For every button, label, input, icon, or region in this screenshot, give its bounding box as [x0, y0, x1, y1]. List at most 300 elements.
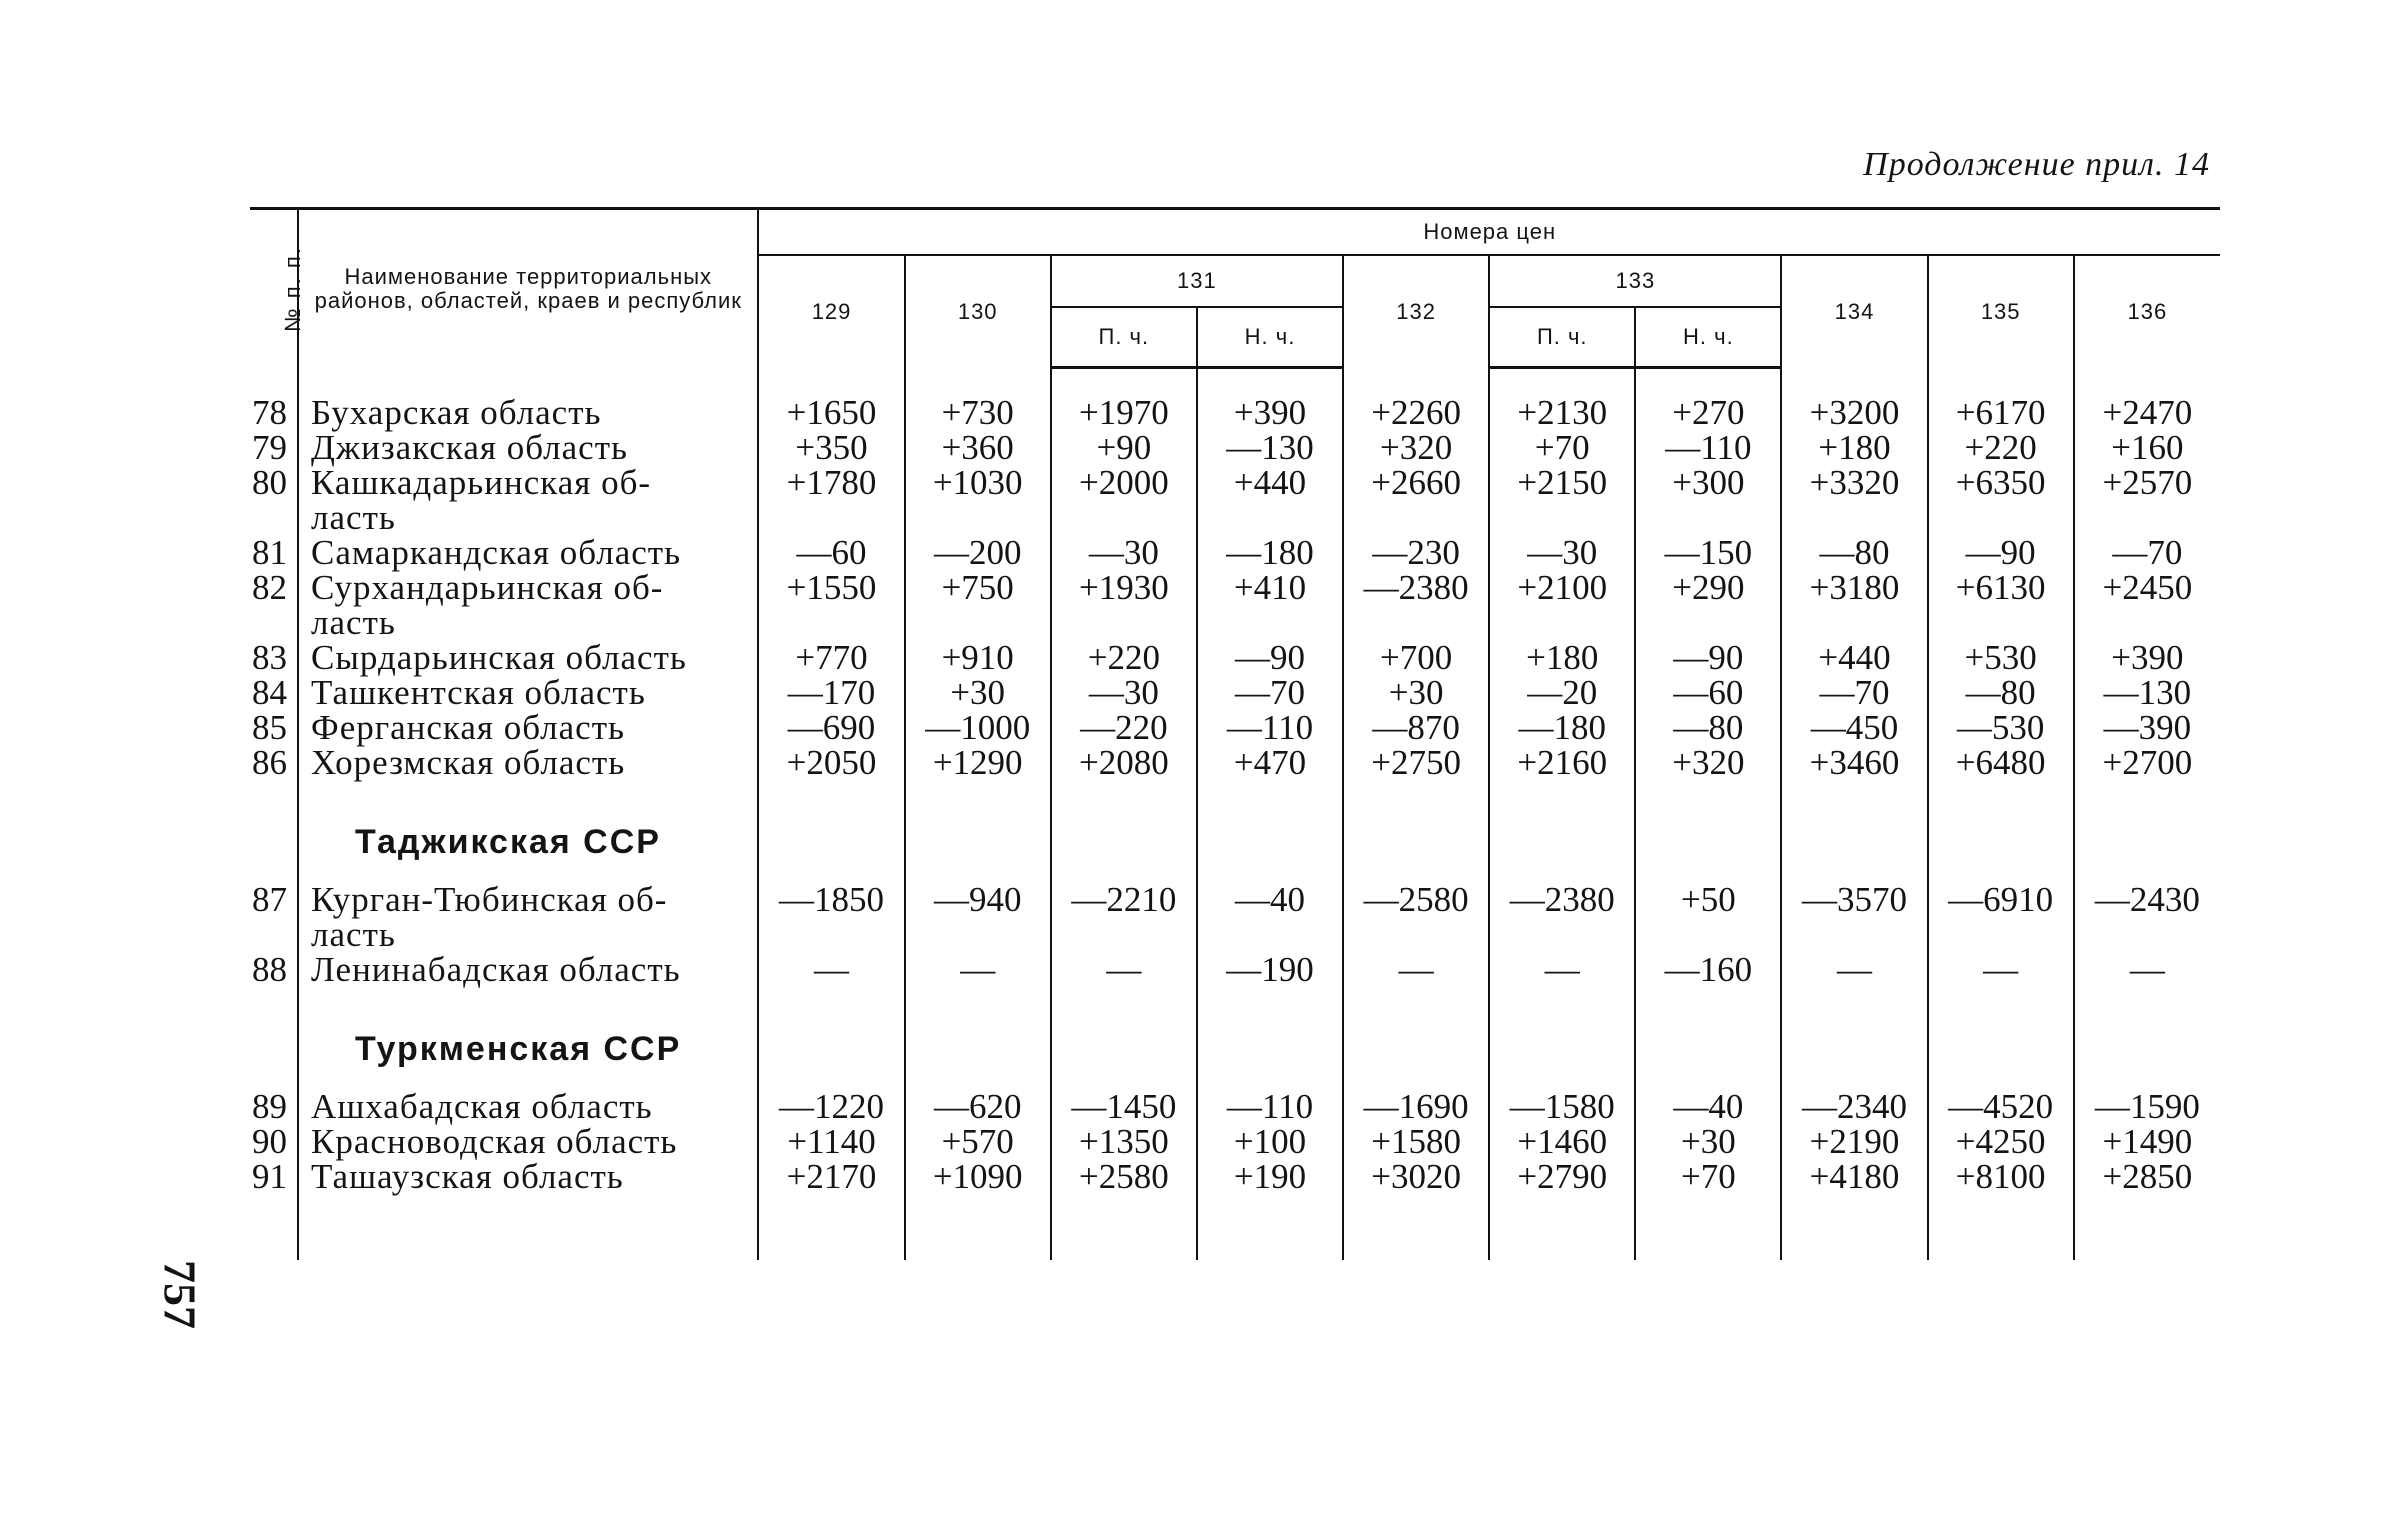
table-row [250, 882, 2220, 917]
value-cell: +1550 [758, 570, 904, 605]
value-cell: +3180 [1781, 570, 1927, 605]
value-cell: — [1781, 952, 1927, 987]
blank-cell [758, 987, 904, 1009]
value-cell: —80 [1635, 710, 1781, 745]
value-cell: +2150 [1489, 465, 1635, 500]
value-cell: +220 [1928, 430, 2074, 465]
value-cell: +6350 [1928, 465, 2074, 500]
section-gap [250, 780, 2220, 802]
blank-cell [905, 780, 1051, 802]
blank-cell [250, 605, 298, 640]
table-row [250, 465, 2220, 500]
blank-cell [2074, 500, 2220, 535]
section-title: Таджикская ССР [298, 802, 758, 882]
value-cell: —180 [1489, 710, 1635, 745]
value-cell: —90 [1635, 640, 1781, 675]
value-cell: +2170 [758, 1159, 904, 1194]
table-row [250, 710, 2220, 745]
blank-cell [1928, 987, 2074, 1009]
blank-cell [250, 1194, 298, 1260]
blank-cell [1489, 802, 1635, 882]
blank-cell [1051, 802, 1197, 882]
blank-cell [1051, 1009, 1197, 1089]
table-row [250, 675, 2220, 710]
blank-cell [1635, 368, 1781, 396]
blank-cell [1343, 917, 1489, 952]
territory-name: Кашкадарьинская об- [298, 465, 758, 500]
blank-cell [905, 987, 1051, 1009]
value-cell: —2340 [1781, 1089, 1927, 1124]
table-body [250, 368, 2220, 1261]
row-number: 87 [252, 880, 287, 919]
blank-cell [1489, 500, 1635, 535]
blank-cell [758, 605, 904, 640]
value-cell: —530 [1928, 710, 2074, 745]
territory-name: Красноводская область [298, 1124, 758, 1159]
blank-cell [1051, 605, 1197, 640]
col-header-136: 136 [2074, 255, 2220, 368]
value-cell: — [2074, 952, 2220, 987]
blank-cell [1197, 780, 1343, 802]
value-cell: — [758, 952, 904, 987]
blank-cell [905, 500, 1051, 535]
blank-cell [758, 917, 904, 952]
value-cell: +6170 [1928, 395, 2074, 430]
blank-cell [1781, 605, 1927, 640]
value-cell: +2190 [1781, 1124, 1927, 1159]
value-cell: +360 [905, 430, 1051, 465]
col-header-129: 129 [758, 255, 904, 368]
blank-cell [1051, 368, 1197, 396]
value-cell: —80 [1781, 535, 1927, 570]
value-cell: +1650 [758, 395, 904, 430]
blank-cell [758, 1194, 904, 1260]
price-numbers-header: Номера цен [758, 209, 2220, 256]
value-cell: +6480 [1928, 745, 2074, 780]
territory-name: Ферганская область [298, 710, 758, 745]
blank-cell [905, 802, 1051, 882]
value-cell: +1490 [2074, 1124, 2220, 1159]
blank-cell [250, 368, 298, 396]
blank-cell [1489, 1009, 1635, 1089]
blank-cell [1781, 368, 1927, 396]
blank-cell [1928, 802, 2074, 882]
continuation-note: Продолжение прил. 14 [1863, 146, 2210, 183]
value-cell: —30 [1051, 535, 1197, 570]
row-number: 83 [252, 638, 287, 677]
blank-cell [1343, 1009, 1489, 1089]
territory-name: Курган-Тюбинская об- [298, 882, 758, 917]
territory-name: Самаркандская область [298, 535, 758, 570]
value-cell: +2750 [1343, 745, 1489, 780]
value-cell: — [1928, 952, 2074, 987]
col-header-131: 131 [1051, 255, 1343, 307]
blank-cell [1928, 1194, 2074, 1260]
value-cell: +2450 [2074, 570, 2220, 605]
blank-cell [1781, 1009, 1927, 1089]
value-cell: —160 [1635, 952, 1781, 987]
value-cell: +300 [1635, 465, 1781, 500]
value-cell: —130 [1197, 430, 1343, 465]
blank-cell [1928, 500, 2074, 535]
blank-cell [1489, 987, 1635, 1009]
value-cell: +2160 [1489, 745, 1635, 780]
value-cell: +70 [1635, 1159, 1781, 1194]
table-header [250, 209, 2220, 368]
value-cell: +3020 [1343, 1159, 1489, 1194]
blank-cell [1343, 780, 1489, 802]
value-cell: —2380 [1343, 570, 1489, 605]
blank-cell [1197, 987, 1343, 1009]
row-number: 80 [252, 463, 287, 502]
value-cell: +2660 [1343, 465, 1489, 500]
blank-cell [1489, 605, 1635, 640]
blank-cell [1635, 1009, 1781, 1089]
value-cell: —60 [1635, 675, 1781, 710]
col-header-133-pch: П. ч. [1489, 307, 1635, 368]
value-cell: —230 [1343, 535, 1489, 570]
blank-cell [1051, 780, 1197, 802]
value-cell: +4180 [1781, 1159, 1927, 1194]
value-cell: —1590 [2074, 1089, 2220, 1124]
blank-cell [1928, 917, 2074, 952]
value-cell: +220 [1051, 640, 1197, 675]
territory-name: Ташаузская область [298, 1159, 758, 1194]
territory-name-header: Наименование территориальных районов, областей, краев и республик [298, 209, 758, 368]
value-cell: —20 [1489, 675, 1635, 710]
blank-cell [1781, 917, 1927, 952]
blank-cell [250, 917, 298, 952]
table-row [250, 745, 2220, 780]
value-cell: +180 [1781, 430, 1927, 465]
blank-cell [2074, 987, 2220, 1009]
row-number: 81 [252, 533, 287, 572]
blank-cell [1197, 1194, 1343, 1260]
value-cell: +1290 [905, 745, 1051, 780]
territory-name: Сырдарьинская область [298, 640, 758, 675]
value-cell: +6130 [1928, 570, 2074, 605]
value-cell: —2580 [1343, 882, 1489, 917]
table-row [250, 640, 2220, 675]
value-cell: +70 [1489, 430, 1635, 465]
territory-name: Сурхандарьинская об- [298, 570, 758, 605]
value-cell: —70 [1197, 675, 1343, 710]
value-cell: —620 [905, 1089, 1051, 1124]
value-cell: +8100 [1928, 1159, 2074, 1194]
value-cell: +1350 [1051, 1124, 1197, 1159]
blank-cell [1635, 500, 1781, 535]
blank-cell [2074, 802, 2220, 882]
value-cell: —6910 [1928, 882, 2074, 917]
blank-cell [1051, 987, 1197, 1009]
blank-cell [1635, 802, 1781, 882]
blank-cell [758, 368, 904, 396]
blank-cell [1928, 1009, 2074, 1089]
table-row-continuation [250, 605, 2220, 640]
blank-cell [2074, 368, 2220, 396]
blank-cell [905, 605, 1051, 640]
blank-cell [1051, 917, 1197, 952]
blank-cell [1197, 1009, 1343, 1089]
blank-cell [1343, 802, 1489, 882]
value-cell: +410 [1197, 570, 1343, 605]
row-number: 84 [252, 673, 287, 712]
value-cell: —40 [1635, 1089, 1781, 1124]
col-header-131-nch: Н. ч. [1197, 307, 1343, 368]
value-cell: +1460 [1489, 1124, 1635, 1159]
table-row-continuation [250, 917, 2220, 952]
value-cell: +1030 [905, 465, 1051, 500]
blank-cell [250, 500, 298, 535]
bottom-spacer [250, 1194, 2220, 1260]
value-cell: +50 [1635, 882, 1781, 917]
row-number: 78 [252, 393, 287, 432]
blank-cell [905, 1194, 1051, 1260]
table-row [250, 1159, 2220, 1194]
territory-name-continued: ласть [298, 605, 758, 640]
table-row-continuation [250, 500, 2220, 535]
value-cell: +1780 [758, 465, 904, 500]
value-cell: — [1051, 952, 1197, 987]
value-cell: —2380 [1489, 882, 1635, 917]
blank-cell [1197, 802, 1343, 882]
section-title: Туркменская ССР [298, 1009, 758, 1089]
territory-name: Джизакская область [298, 430, 758, 465]
value-cell: — [905, 952, 1051, 987]
value-cell: +1930 [1051, 570, 1197, 605]
blank-cell [1489, 780, 1635, 802]
value-cell: +320 [1343, 430, 1489, 465]
blank-cell [1343, 987, 1489, 1009]
value-cell: —30 [1051, 675, 1197, 710]
value-cell: —180 [1197, 535, 1343, 570]
row-number: 90 [252, 1122, 287, 1161]
value-cell: —40 [1197, 882, 1343, 917]
blank-cell [1781, 987, 1927, 1009]
blank-cell [1197, 917, 1343, 952]
blank-cell [1489, 368, 1635, 396]
value-cell: +2700 [2074, 745, 2220, 780]
table-row [250, 535, 2220, 570]
value-cell: +2850 [2074, 1159, 2220, 1194]
value-cell: +290 [1635, 570, 1781, 605]
value-cell: —150 [1635, 535, 1781, 570]
row-number: 82 [252, 568, 287, 607]
value-cell: +2570 [2074, 465, 2220, 500]
territory-name: Ашхабадская область [298, 1089, 758, 1124]
territory-name: Ленинабадская область [298, 952, 758, 987]
value-cell: +770 [758, 640, 904, 675]
value-cell: —690 [758, 710, 904, 745]
blank-cell [1635, 987, 1781, 1009]
blank-cell [1781, 802, 1927, 882]
blank-cell [2074, 1194, 2220, 1260]
table-row [250, 570, 2220, 605]
value-cell: +730 [905, 395, 1051, 430]
blank-cell [1635, 1194, 1781, 1260]
blank-cell [1635, 917, 1781, 952]
blank-cell [250, 987, 298, 1009]
blank-cell [298, 1194, 758, 1260]
value-cell: —2210 [1051, 882, 1197, 917]
value-cell: +1580 [1343, 1124, 1489, 1159]
value-cell: +570 [905, 1124, 1051, 1159]
blank-cell [1928, 605, 2074, 640]
top-spacer [250, 368, 2220, 396]
value-cell: —1450 [1051, 1089, 1197, 1124]
value-cell: —870 [1343, 710, 1489, 745]
blank-cell [1928, 780, 2074, 802]
value-cell: +2470 [2074, 395, 2220, 430]
value-cell: +440 [1197, 465, 1343, 500]
blank-cell [1343, 605, 1489, 640]
blank-cell [1343, 500, 1489, 535]
value-cell: —170 [758, 675, 904, 710]
value-cell: —70 [2074, 535, 2220, 570]
blank-cell [1781, 1194, 1927, 1260]
territory-name: Бухарская область [298, 395, 758, 430]
blank-cell [758, 780, 904, 802]
value-cell: —1690 [1343, 1089, 1489, 1124]
value-cell: +3320 [1781, 465, 1927, 500]
value-cell: +1090 [905, 1159, 1051, 1194]
col-header-135: 135 [1928, 255, 2074, 368]
blank-cell [1781, 780, 1927, 802]
table-row [250, 952, 2220, 987]
value-cell: —940 [905, 882, 1051, 917]
value-cell: —220 [1051, 710, 1197, 745]
value-cell: +30 [1635, 1124, 1781, 1159]
value-cell: —1580 [1489, 1089, 1635, 1124]
value-cell: —90 [1928, 535, 2074, 570]
page-number: 757 [154, 1260, 206, 1329]
row-number: 85 [252, 708, 287, 747]
col-header-131-pch: П. ч. [1051, 307, 1197, 368]
territory-name: Хорезмская область [298, 745, 758, 780]
value-cell: +2130 [1489, 395, 1635, 430]
value-cell: —70 [1781, 675, 1927, 710]
blank-cell [1197, 500, 1343, 535]
blank-cell [2074, 780, 2220, 802]
col-header-132: 132 [1343, 255, 1489, 368]
value-cell: +3200 [1781, 395, 1927, 430]
value-cell: +440 [1781, 640, 1927, 675]
value-cell: —30 [1489, 535, 1635, 570]
blank-cell [2074, 917, 2220, 952]
blank-cell [905, 917, 1051, 952]
blank-cell [1051, 1194, 1197, 1260]
territory-name-continued: ласть [298, 500, 758, 535]
section-gap [250, 987, 2220, 1009]
table-row [250, 1124, 2220, 1159]
territory-name-continued: ласть [298, 917, 758, 952]
value-cell: +30 [1343, 675, 1489, 710]
value-cell: —3570 [1781, 882, 1927, 917]
value-cell: — [1489, 952, 1635, 987]
row-number: 79 [252, 428, 287, 467]
value-cell: +3460 [1781, 745, 1927, 780]
col-header-133-nch: Н. ч. [1635, 307, 1781, 368]
value-cell: +750 [905, 570, 1051, 605]
value-cell: — [1343, 952, 1489, 987]
row-number: 89 [252, 1087, 287, 1126]
value-cell: +90 [1051, 430, 1197, 465]
value-cell: +2080 [1051, 745, 1197, 780]
value-cell: +1970 [1051, 395, 1197, 430]
value-cell: —110 [1197, 1089, 1343, 1124]
row-number: 86 [252, 743, 287, 782]
value-cell: —80 [1928, 675, 2074, 710]
value-cell: —90 [1197, 640, 1343, 675]
value-cell: +350 [758, 430, 904, 465]
value-cell: +2260 [1343, 395, 1489, 430]
value-cell: +390 [1197, 395, 1343, 430]
value-cell: +30 [905, 675, 1051, 710]
value-cell: —390 [2074, 710, 2220, 745]
blank-cell [250, 780, 298, 802]
value-cell: —2430 [2074, 882, 2220, 917]
blank-cell [905, 1009, 1051, 1089]
blank-cell [1051, 500, 1197, 535]
blank-cell [298, 780, 758, 802]
value-cell: +530 [1928, 640, 2074, 675]
value-cell: +320 [1635, 745, 1781, 780]
blank-cell [250, 802, 298, 882]
value-cell: +270 [1635, 395, 1781, 430]
value-cell: +700 [1343, 640, 1489, 675]
value-cell: —1220 [758, 1089, 904, 1124]
value-cell: —130 [2074, 675, 2220, 710]
value-cell: —110 [1635, 430, 1781, 465]
col-header-133: 133 [1489, 255, 1781, 307]
col-header-130: 130 [905, 255, 1051, 368]
value-cell: —1000 [905, 710, 1051, 745]
section-row [250, 1009, 2220, 1089]
blank-cell [758, 500, 904, 535]
value-cell: +4250 [1928, 1124, 2074, 1159]
price-adjustment-table [250, 207, 2220, 1260]
value-cell: —1850 [758, 882, 904, 917]
blank-cell [2074, 1009, 2220, 1089]
blank-cell [1635, 780, 1781, 802]
value-cell: +190 [1197, 1159, 1343, 1194]
col-header-134: 134 [1781, 255, 1927, 368]
blank-cell [1635, 605, 1781, 640]
blank-cell [1343, 1194, 1489, 1260]
blank-cell [1489, 1194, 1635, 1260]
table-row [250, 430, 2220, 465]
value-cell: +2580 [1051, 1159, 1197, 1194]
blank-cell [1781, 500, 1927, 535]
row-number-header: № п. п. [250, 209, 298, 368]
blank-cell [2074, 605, 2220, 640]
value-cell: +2100 [1489, 570, 1635, 605]
blank-cell [905, 368, 1051, 396]
value-cell: —4520 [1928, 1089, 2074, 1124]
value-cell: —190 [1197, 952, 1343, 987]
value-cell: +2050 [758, 745, 904, 780]
value-cell: +1140 [758, 1124, 904, 1159]
blank-cell [250, 1009, 298, 1089]
value-cell: +2790 [1489, 1159, 1635, 1194]
blank-cell [1197, 605, 1343, 640]
value-cell: +390 [2074, 640, 2220, 675]
blank-cell [298, 987, 758, 1009]
value-cell: —450 [1781, 710, 1927, 745]
value-cell: —110 [1197, 710, 1343, 745]
blank-cell [758, 1009, 904, 1089]
row-number: 91 [252, 1157, 287, 1196]
